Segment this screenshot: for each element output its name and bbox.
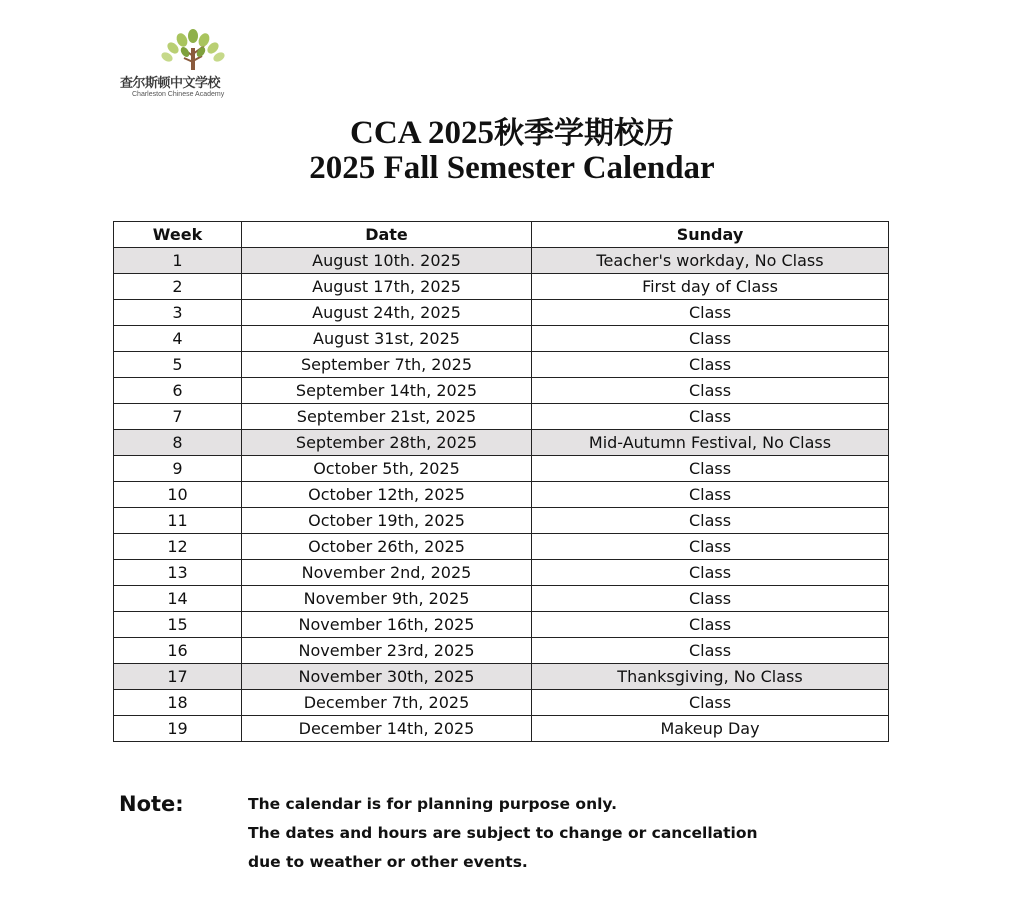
title-prefix: CCA 2025 <box>350 115 494 151</box>
tree-logo-icon <box>158 28 228 72</box>
sunday-cell: Class <box>532 404 889 430</box>
date-cell: December 14th, 2025 <box>242 716 532 742</box>
sunday-cell: Class <box>532 352 889 378</box>
week-cell: 14 <box>114 586 242 612</box>
week-cell: 7 <box>114 404 242 430</box>
sunday-cell: Class <box>532 378 889 404</box>
date-cell: September 21st, 2025 <box>242 404 532 430</box>
table-row <box>114 378 889 404</box>
week-cell: 3 <box>114 300 242 326</box>
sunday-cell: Class <box>532 326 889 352</box>
sunday-cell: Teacher's workday, No Class <box>532 248 889 274</box>
table-row <box>114 716 889 742</box>
date-cell: September 7th, 2025 <box>242 352 532 378</box>
table-row <box>114 274 889 300</box>
sunday-cell: Class <box>532 456 889 482</box>
title-cjk: 秋季学期校历 <box>493 116 674 151</box>
date-cell: December 7th, 2025 <box>242 690 532 716</box>
note-line: The calendar is for planning purpose only. <box>248 795 617 813</box>
page-title-chinese <box>0 108 1024 152</box>
table-header-row <box>114 222 889 248</box>
week-cell: 1 <box>114 248 242 274</box>
sunday-cell: Makeup Day <box>532 716 889 742</box>
date-cell: October 5th, 2025 <box>242 456 532 482</box>
sunday-cell: Mid-Autumn Festival, No Class <box>532 430 889 456</box>
date-cell: November 23rd, 2025 <box>242 638 532 664</box>
week-cell: 12 <box>114 534 242 560</box>
table-row <box>114 248 889 274</box>
date-cell: November 9th, 2025 <box>242 586 532 612</box>
sunday-cell: Class <box>532 586 889 612</box>
note-line: due to weather or other events. <box>248 853 528 871</box>
sunday-cell: Class <box>532 690 889 716</box>
table-row <box>114 508 889 534</box>
week-cell: 17 <box>114 664 242 690</box>
sunday-cell: Class <box>532 300 889 326</box>
school-logo <box>120 28 280 100</box>
table-row <box>114 456 889 482</box>
date-cell: October 26th, 2025 <box>242 534 532 560</box>
note-line: The dates and hours are subject to change or cancellation <box>248 824 758 842</box>
date-cell: November 30th, 2025 <box>242 664 532 690</box>
week-cell: 2 <box>114 274 242 300</box>
school-name-english: Charleston Chinese Academy <box>132 91 225 98</box>
sunday-cell: First day of Class <box>532 274 889 300</box>
sunday-cell: Thanksgiving, No Class <box>532 664 889 690</box>
week-cell: 16 <box>114 638 242 664</box>
table-row <box>114 586 889 612</box>
table-row <box>114 352 889 378</box>
week-cell: 10 <box>114 482 242 508</box>
date-cell: August 24th, 2025 <box>242 300 532 326</box>
school-name-chinese: 查尔斯顿中文学校 <box>120 76 221 91</box>
calendar-body <box>114 248 889 742</box>
table-row <box>114 326 889 352</box>
header-sunday: Sunday <box>532 222 889 248</box>
calendar-table <box>113 221 889 742</box>
sunday-cell: Class <box>532 534 889 560</box>
date-cell: November 16th, 2025 <box>242 612 532 638</box>
sunday-cell: Class <box>532 612 889 638</box>
date-cell: August 31st, 2025 <box>242 326 532 352</box>
table-row <box>114 612 889 638</box>
table-row <box>114 534 889 560</box>
week-cell: 5 <box>114 352 242 378</box>
week-cell: 15 <box>114 612 242 638</box>
sunday-cell: Class <box>532 508 889 534</box>
week-cell: 4 <box>114 326 242 352</box>
sunday-cell: Class <box>532 482 889 508</box>
sunday-cell: Class <box>532 560 889 586</box>
date-cell: November 2nd, 2025 <box>242 560 532 586</box>
note-label: Note: <box>119 792 184 816</box>
table-row <box>114 430 889 456</box>
week-cell: 8 <box>114 430 242 456</box>
table-row <box>114 482 889 508</box>
table-row <box>114 664 889 690</box>
sunday-cell: Class <box>532 638 889 664</box>
table-row <box>114 404 889 430</box>
header-date: Date <box>242 222 532 248</box>
header-week: Week <box>114 222 242 248</box>
week-cell: 19 <box>114 716 242 742</box>
date-cell: September 14th, 2025 <box>242 378 532 404</box>
note-text <box>248 793 758 880</box>
table-row <box>114 638 889 664</box>
week-cell: 18 <box>114 690 242 716</box>
table-row <box>114 690 889 716</box>
week-cell: 9 <box>114 456 242 482</box>
date-cell: August 10th. 2025 <box>242 248 532 274</box>
date-cell: October 19th, 2025 <box>242 508 532 534</box>
date-cell: August 17th, 2025 <box>242 274 532 300</box>
date-cell: September 28th, 2025 <box>242 430 532 456</box>
page-title-english: 2025 Fall Semester Calendar <box>309 150 715 186</box>
week-cell: 6 <box>114 378 242 404</box>
date-cell: October 12th, 2025 <box>242 482 532 508</box>
week-cell: 11 <box>114 508 242 534</box>
week-cell: 13 <box>114 560 242 586</box>
table-row <box>114 300 889 326</box>
table-row <box>114 560 889 586</box>
